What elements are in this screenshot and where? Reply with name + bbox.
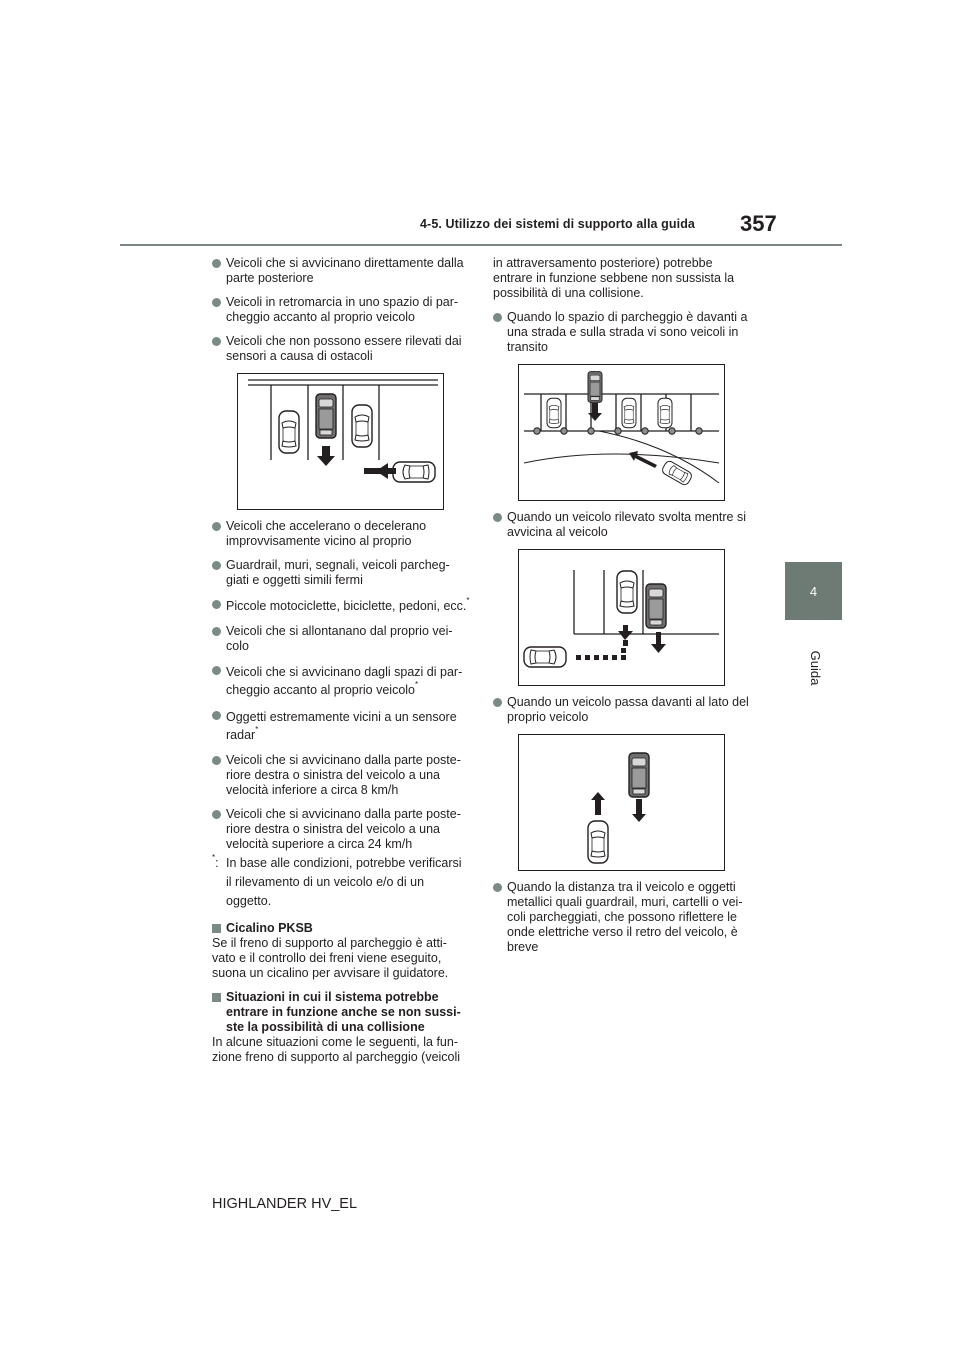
left-column: [212, 256, 470, 1074]
page-number: 357: [740, 211, 777, 236]
chapter-number: 4: [809, 583, 818, 599]
section-heading: Cicalino PKSB: [212, 921, 470, 936]
illustration-parking-road: [518, 364, 725, 501]
bullet-item: Quando lo spazio di parcheggio è davanti a una strada e sulla strada vi sono veicoli in transito: [493, 310, 751, 355]
bullet-item: Veicoli in retromarcia in uno spazio di par-cheggio accanto al proprio veicolo: [212, 295, 470, 325]
bullet-icon: [212, 810, 221, 819]
bullet-item: Veicoli che si avvicinano dalla parte poste-riore destra o sinistra del veicolo a una velocità inferiore a circa 8 km/h: [212, 753, 470, 798]
bullet-icon: [212, 600, 221, 609]
bullet-item: Veicoli che si avvicinano direttamente dalla parte posteriore: [212, 256, 470, 286]
bullet-icon: [493, 883, 502, 892]
bullet-icon: [212, 756, 221, 765]
illustration-parking-lot: [237, 373, 444, 510]
bullet-item: Guardrail, muri, segnali, veicoli parcheg-giati e oggetti simili fermi: [212, 558, 470, 588]
footer-model: HIGHLANDER HV_EL: [212, 1196, 358, 1212]
bullet-item: Veicoli che accelerano o decelerano improvvisamente vicino al proprio: [212, 519, 470, 549]
bullet-icon: [212, 298, 221, 307]
header-rule: [120, 244, 842, 246]
bullet-icon: [493, 513, 502, 522]
bullet-item: Piccole motociclette, biciclette, pedoni, ecc.*: [212, 597, 470, 615]
paragraph: in attraversamento posteriore) potrebbe entrare in funzione sebbene non sussista la possibilità di una collisione.: [493, 256, 735, 300]
paragraph: Se il freno di supporto al parcheggio è atti-vato e il controllo dei freni viene eseguito, suona un cicalino per avvisare il guidatore.: [212, 936, 449, 980]
bullet-icon: [212, 666, 221, 675]
bullet-item: Quando un veicolo rilevato svolta mentre si avvicina al veicolo: [493, 510, 751, 540]
bullet-icon: [212, 259, 221, 268]
bullet-item: Oggetti estremamente vicini a un sensore radar*: [212, 708, 470, 744]
bullet-item: Veicoli che si avvicinano dalla parte poste-riore destra o sinistra del veicolo a una velocità superiore a circa 24 km/h: [212, 807, 470, 852]
illustration-passing-vehicle: [518, 734, 725, 871]
bullet-item: Veicoli che non possono essere rilevati dai sensori a causa di ostacoli: [212, 334, 470, 364]
bullet-item: Veicoli che si allontanano dal proprio vei-colo: [212, 624, 470, 654]
section-heading: Situazioni in cui il sistema potrebbe entrare in funzione anche se non sussi-ste la possibilità di una collisione: [212, 990, 470, 1035]
bullet-item: Quando un veicolo passa davanti al lato del proprio veicolo: [493, 695, 751, 725]
right-column: [493, 256, 751, 964]
square-bullet-icon: [212, 993, 221, 1002]
bullet-icon: [212, 337, 221, 346]
paragraph: In alcune situazioni come le seguenti, la fun-zione freno di supporto al parcheggio (veicoli: [212, 1035, 461, 1064]
footnote: *: In base alle condizioni, potrebbe verificarsi il rilevamento di un veicolo e/o di un oggetto.: [212, 853, 462, 908]
bullet-icon: [212, 522, 221, 531]
chapter-label: Guida: [808, 650, 823, 686]
illustration-turning-vehicle: [518, 549, 725, 686]
bullet-icon: [212, 561, 221, 570]
bullet-item: Quando la distanza tra il veicolo e oggetti metallici quali guardrail, muri, cartelli o vei-coli parcheggiati, che possono riflettere le onde elettriche verso il retro del veicolo, è breve: [493, 880, 751, 955]
bullet-item: Veicoli che si avvicinano dagli spazi di par-cheggio accanto al proprio veicolo*: [212, 663, 470, 699]
bullet-icon: [212, 711, 221, 720]
bullet-icon: [493, 313, 502, 322]
bullet-icon: [493, 698, 502, 707]
square-bullet-icon: [212, 924, 221, 933]
bullet-icon: [212, 627, 221, 636]
chapter-tab[interactable]: [785, 562, 842, 620]
section-title: 4-5. Utilizzo dei sistemi di supporto alla guida: [420, 217, 695, 231]
